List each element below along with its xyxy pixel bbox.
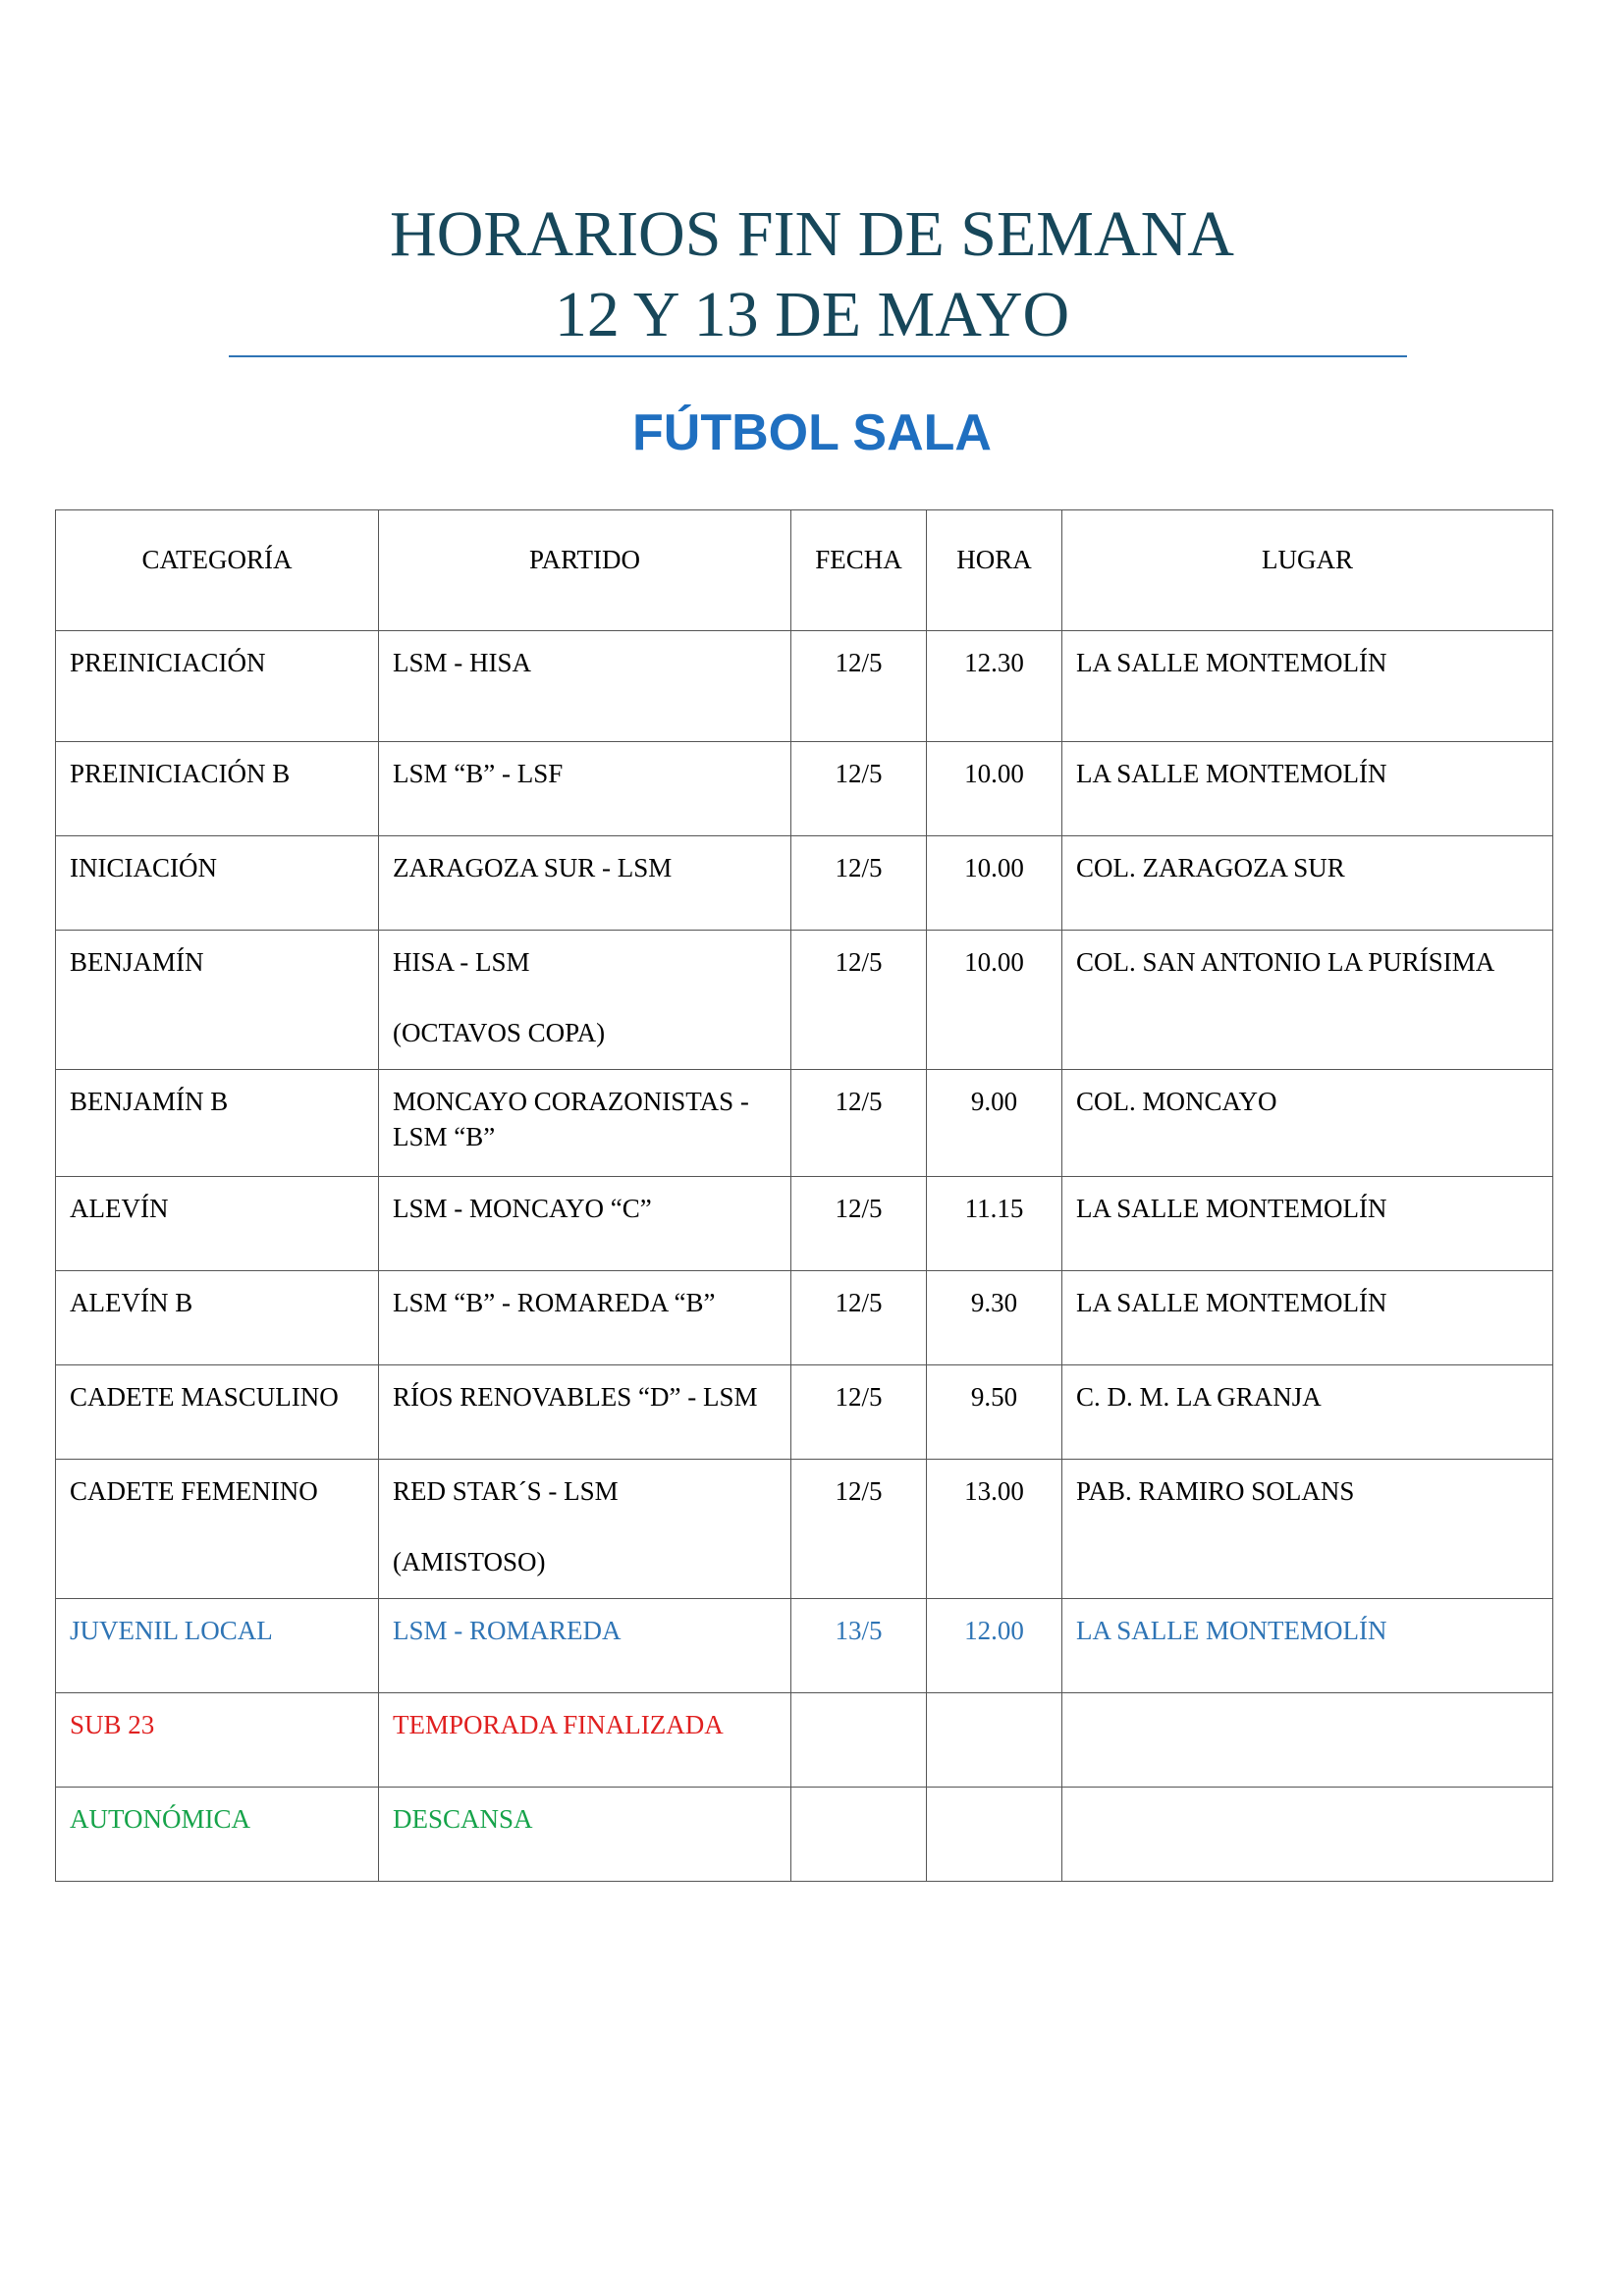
cell-lugar: LA SALLE MONTEMOLÍN [1062, 631, 1553, 742]
cell-partido [379, 1599, 791, 1693]
cell-hora: 9.30 [927, 1271, 1062, 1365]
cell-hora: 13.00 [927, 1460, 1062, 1599]
cell-partido [379, 1271, 791, 1365]
match-label: RED STAR´S - LSM [393, 1476, 619, 1506]
table-row [56, 1693, 1553, 1788]
cell-lugar: LA SALLE MONTEMOLÍN [1062, 742, 1553, 836]
cell-hora: 9.00 [927, 1070, 1062, 1177]
title-divider [229, 355, 1407, 357]
cell-fecha: 12/5 [791, 836, 927, 931]
match-label: LSM - MONCAYO “C” [393, 1194, 652, 1223]
title-line-1: HORARIOS FIN DE SEMANA [390, 198, 1234, 270]
page-title [0, 194, 1624, 355]
cell-lugar: COL. MONCAYO [1062, 1070, 1553, 1177]
cell-fecha: 12/5 [791, 1070, 927, 1177]
cell-partido [379, 836, 791, 931]
match-label: MONCAYO CORAZONISTAS - LSM “B” [393, 1087, 749, 1151]
match-label: LSM - ROMAREDA [393, 1616, 622, 1645]
header-fecha: FECHA [791, 510, 927, 631]
cell-partido [379, 1460, 791, 1599]
cell-lugar: COL. SAN ANTONIO LA PURÍSIMA [1062, 931, 1553, 1070]
table-body [56, 631, 1553, 1882]
cell-lugar: C. D. M. LA GRANJA [1062, 1365, 1553, 1460]
match-note: (OCTAVOS COPA) [393, 1018, 606, 1047]
title-line-2: 12 Y 13 DE MAYO [554, 279, 1070, 350]
cell-lugar [1062, 1788, 1553, 1882]
cell-fecha: 12/5 [791, 1460, 927, 1599]
cell-fecha: 13/5 [791, 1599, 927, 1693]
cell-categoria: PREINICIACIÓN B [56, 742, 379, 836]
cell-partido [379, 1788, 791, 1882]
table-row [56, 931, 1553, 1070]
table-row [56, 1070, 1553, 1177]
cell-lugar: LA SALLE MONTEMOLÍN [1062, 1271, 1553, 1365]
cell-lugar: COL. ZARAGOZA SUR [1062, 836, 1553, 931]
table-row [56, 1365, 1553, 1460]
cell-categoria: SUB 23 [56, 1693, 379, 1788]
cell-categoria: CADETE MASCULINO [56, 1365, 379, 1460]
cell-hora: 10.00 [927, 931, 1062, 1070]
cell-categoria: ALEVÍN B [56, 1271, 379, 1365]
cell-fecha: 12/5 [791, 631, 927, 742]
match-label: TEMPORADA FINALIZADA [393, 1710, 724, 1739]
cell-lugar: LA SALLE MONTEMOLÍN [1062, 1599, 1553, 1693]
cell-fecha: 12/5 [791, 1365, 927, 1460]
cell-hora: 10.00 [927, 836, 1062, 931]
cell-fecha: 12/5 [791, 931, 927, 1070]
match-label: RÍOS RENOVABLES “D” - LSM [393, 1382, 758, 1412]
match-label: LSM “B” - ROMAREDA “B” [393, 1288, 716, 1317]
cell-partido [379, 1693, 791, 1788]
cell-categoria: PREINICIACIÓN [56, 631, 379, 742]
match-label: HISA - LSM [393, 947, 530, 977]
cell-fecha: 12/5 [791, 1271, 927, 1365]
match-label: DESCANSA [393, 1804, 533, 1834]
table-row [56, 1599, 1553, 1693]
cell-hora: 11.15 [927, 1177, 1062, 1271]
table-row [56, 1271, 1553, 1365]
cell-categoria: CADETE FEMENINO [56, 1460, 379, 1599]
cell-hora [927, 1788, 1062, 1882]
cell-hora: 10.00 [927, 742, 1062, 836]
cell-hora: 12.00 [927, 1599, 1062, 1693]
cell-hora: 12.30 [927, 631, 1062, 742]
table-row [56, 631, 1553, 742]
cell-fecha: 12/5 [791, 1177, 927, 1271]
match-label: LSM “B” - LSF [393, 759, 564, 788]
cell-partido [379, 931, 791, 1070]
header-partido: PARTIDO [379, 510, 791, 631]
cell-partido [379, 1365, 791, 1460]
table-row [56, 1177, 1553, 1271]
match-note: (AMISTOSO) [393, 1547, 546, 1576]
schedule-table [55, 509, 1553, 1882]
header-hora: HORA [927, 510, 1062, 631]
cell-lugar: LA SALLE MONTEMOLÍN [1062, 1177, 1553, 1271]
cell-hora: 9.50 [927, 1365, 1062, 1460]
table-row [56, 1788, 1553, 1882]
match-label: ZARAGOZA SUR - LSM [393, 853, 673, 882]
cell-lugar: PAB. RAMIRO SOLANS [1062, 1460, 1553, 1599]
cell-categoria: BENJAMÍN [56, 931, 379, 1070]
cell-categoria: ALEVÍN [56, 1177, 379, 1271]
table-row [56, 742, 1553, 836]
cell-fecha: 12/5 [791, 742, 927, 836]
cell-lugar [1062, 1693, 1553, 1788]
cell-categoria: BENJAMÍN B [56, 1070, 379, 1177]
cell-partido [379, 1070, 791, 1177]
cell-partido [379, 631, 791, 742]
cell-fecha [791, 1788, 927, 1882]
cell-fecha [791, 1693, 927, 1788]
table-row [56, 836, 1553, 931]
cell-categoria: AUTONÓMICA [56, 1788, 379, 1882]
cell-hora [927, 1693, 1062, 1788]
cell-categoria: JUVENIL LOCAL [56, 1599, 379, 1693]
cell-partido [379, 1177, 791, 1271]
section-title: FÚTBOL SALA [632, 404, 992, 461]
cell-partido [379, 742, 791, 836]
table-row [56, 1460, 1553, 1599]
header-lugar: LUGAR [1062, 510, 1553, 631]
table-header-row [56, 510, 1553, 631]
header-categoria: CATEGORÍA [56, 510, 379, 631]
cell-categoria: INICIACIÓN [56, 836, 379, 931]
match-label: LSM - HISA [393, 648, 532, 677]
